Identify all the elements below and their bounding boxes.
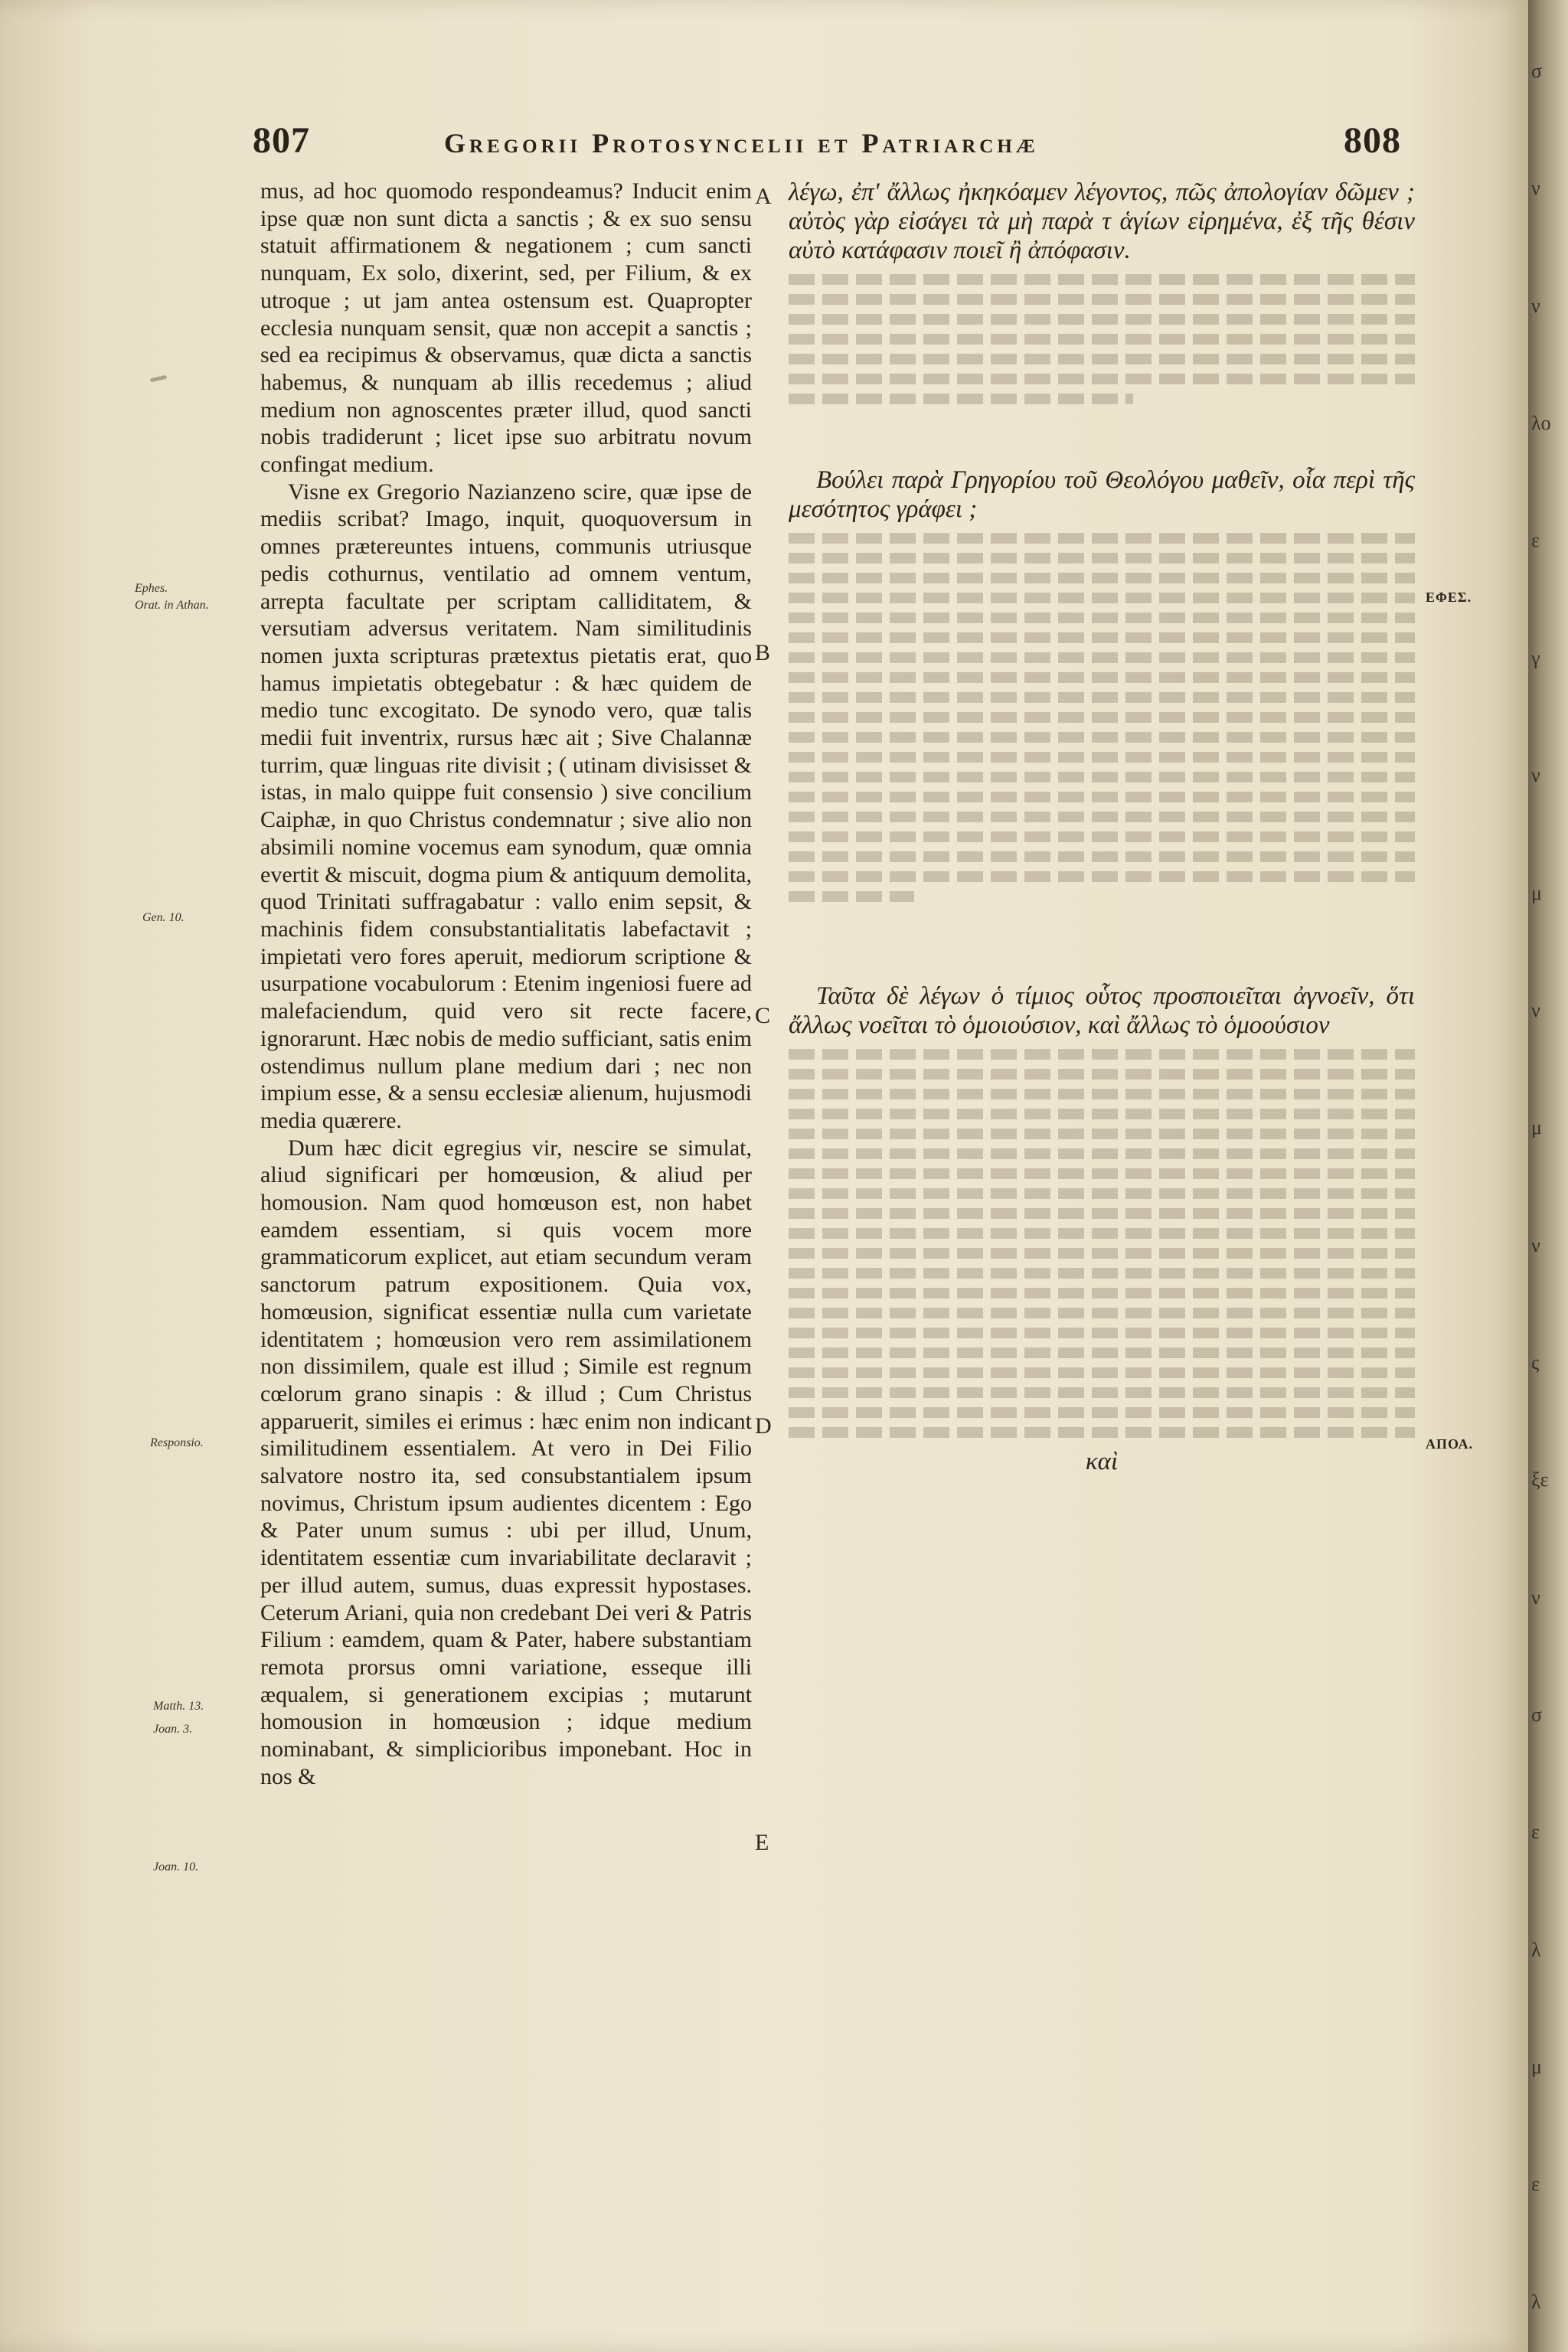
facing-page-fragment: μ xyxy=(1531,1118,1542,1138)
greek-text-line xyxy=(789,871,1415,882)
section-letter-a: A xyxy=(755,184,772,209)
greek-text-line xyxy=(789,812,1415,822)
greek-text-line xyxy=(789,1308,1415,1318)
facing-page-fragment: ν xyxy=(1531,1235,1540,1256)
greek-margin-note-ephes: ΕΦΕΣ. xyxy=(1426,590,1472,605)
greek-text-line xyxy=(789,394,1133,404)
running-title: Gregorii Protosyncelii et Patriarchæ xyxy=(444,128,1039,158)
section-letter-c: C xyxy=(755,1003,771,1028)
facing-page-fragment: ν xyxy=(1531,1000,1540,1021)
greek-text-line xyxy=(789,1109,1415,1119)
facing-page-fragment: λ xyxy=(1531,1939,1541,1960)
greek-text-line xyxy=(789,1049,1415,1060)
section-letter-d: D xyxy=(755,1413,772,1439)
greek-text-line xyxy=(789,1367,1415,1378)
facing-page-edge xyxy=(1531,61,1565,2312)
latin-column xyxy=(260,178,752,1790)
pencil-mark xyxy=(150,375,168,382)
greek-text-line xyxy=(789,533,1415,544)
greek-text-line xyxy=(789,294,1415,305)
greek-text-line xyxy=(789,1148,1415,1159)
greek-text-line xyxy=(789,612,1415,623)
greek-text-line xyxy=(789,1129,1415,1139)
greek-text-line xyxy=(789,1407,1415,1418)
latin-paragraph-3: Dum hæc dicit egregius vir, nescire se simulat, aliud significari per homœusion, & aliud per homousion. Nam quod homœuson est, non habet eamdem essentiam, si quis vocem more grammaticorum explicet, aut etiam secundum veram sanctorum patrum expositionem. Quia vox, homœusion, significat essentiæ nulla cum varietate identitatem ; homœusion vero rem assimilationem non dissimilem, quale est illud ; Simile est regnum cœlorum grano sinapis : & illud ; Cum Christus apparuerit, similes ei erimus : hæc enim non indicant similitudinem essentialem. At vero in Dei Filio salvatore nostro ita, sed consubstantialem ipsum novimus, Christum ipsum audientes dicentem : Ego & Pater unum sumus : ubi per illud, Unum, identitatem essentiæ cum invariabilitate declaravit ; per illud autem, sumus, duas expressit hypostases. Ceterum Ariani, quia non credebant Dei veri & Patris Filium : eamdem, quam & Pater, habere substantiam remota prorsus omni variatione, esseque illi æqualem, si generationem excipias ; mutarunt homousion in homœusion ; idque medium nominabant, & simplicioribus imponebant. Hoc in nos & xyxy=(260,1135,752,1789)
greek-text-line xyxy=(789,772,1415,782)
margin-note-ephes: Ephes. xyxy=(135,582,168,595)
margin-note-responsio: Responsio. xyxy=(150,1436,204,1449)
greek-text-line xyxy=(789,1288,1415,1298)
greek-text-line xyxy=(789,1069,1415,1080)
greek-text-line xyxy=(789,1348,1415,1358)
facing-page-fragment: σ xyxy=(1531,1705,1543,1726)
greek-text-line xyxy=(789,334,1415,345)
paragraph-gap xyxy=(789,911,1415,982)
paragraph-gap xyxy=(789,413,1415,466)
greek-paragraph-1: λέγω, ἐπ' ἄλλως ἠκηκόαμεν λέγοντος, πῶς ἀπολογίαν δῶμεν ; αὐτὸς γὰρ εἰσάγει τὰ μὴ παρὰ τ ἁγίων εἰρημένα, ἐξ τῆς θέσιν αὐτὸ κατάφασιν ποιεῖ ἢ ἀπόφασιν. xyxy=(789,178,1415,264)
facing-page-fragment: σ xyxy=(1531,61,1543,81)
facing-page-fragment: ν xyxy=(1531,766,1540,786)
greek-text-line xyxy=(789,314,1415,325)
greek-text-line xyxy=(789,752,1415,763)
facing-page-fragment: μ xyxy=(1531,2057,1542,2078)
greek-text-line xyxy=(789,672,1415,683)
running-header xyxy=(253,119,1401,181)
greek-text-line xyxy=(789,1248,1415,1259)
greek-text-line xyxy=(789,593,1415,603)
greek-text-line xyxy=(789,1208,1415,1219)
facing-page-fragment: ς xyxy=(1531,1352,1540,1373)
facing-page-fragment: λο xyxy=(1531,413,1551,434)
facing-page-fragment: μ xyxy=(1531,883,1542,903)
margin-note-gen: Gen. 10. xyxy=(142,911,185,924)
greek-text-line xyxy=(789,792,1415,802)
greek-text-line xyxy=(789,1188,1415,1199)
page-number-left: 807 xyxy=(253,120,310,161)
margin-note-orat: Orat. in Athan. xyxy=(135,599,209,612)
greek-text-line xyxy=(789,1268,1415,1279)
latin-paragraph-1: mus, ad hoc quomodo respondeamus? Inducit enim ipse quæ non sunt dicta a sanctis ; & ex suo sensu statuit affirmationem & negationem ; cum sancti nunquam, Ex solo, dixerint, sed, per Filium, & ex utroque ; ut jam antea ostensum est. Quapropter ecclesia nunquam sensit, quæ non accepit a sanctis ; sed ea recipimus & observamus, quæ dicta a sanctis habemus, & nunquam ab illis recedemus ; aliud medium non agnoscentes præter illud, quod sancti nobis tradiderunt ; licet ipse suo arbitratu novum confingat medium. xyxy=(260,178,752,478)
facing-page-fragment: γ xyxy=(1531,648,1540,668)
greek-text-line xyxy=(789,274,1415,285)
greek-text-line xyxy=(789,1427,1415,1438)
facing-page-fragment: ν xyxy=(1531,296,1540,316)
greek-catchword: καὶ xyxy=(1085,1448,1119,1475)
greek-text-line xyxy=(789,831,1415,842)
greek-text-line xyxy=(789,732,1415,743)
greek-text-line xyxy=(789,1387,1415,1398)
page-number-right: 808 xyxy=(1344,120,1401,161)
greek-text-line xyxy=(789,553,1415,564)
greek-paragraph-3: Ταῦτα δὲ λέγων ὁ τίμιος οὗτος προσποιεῖται ἀγνοεῖν, ὅτι ἄλλως νοεῖται τὸ ὁμοιούσιον, καὶ ἄλλως τὸ ὁμοούσιον xyxy=(789,982,1415,1039)
greek-text-line xyxy=(789,1328,1415,1338)
greek-text-line xyxy=(789,573,1415,583)
margin-note-joan10: Joan. 10. xyxy=(153,1860,199,1873)
greek-text-line xyxy=(789,851,1415,862)
greek-text-line xyxy=(789,374,1415,384)
greek-text-line xyxy=(789,1089,1415,1099)
margin-note-joan3: Joan. 3. xyxy=(153,1723,193,1736)
facing-page-fragment: ξε xyxy=(1531,1470,1549,1491)
greek-text-line xyxy=(789,632,1415,643)
margin-note-matth: Matth. 13. xyxy=(153,1700,204,1713)
section-letter-e: E xyxy=(755,1830,769,1855)
greek-text-line xyxy=(789,692,1415,703)
greek-column xyxy=(789,178,1415,1476)
facing-page-fragment: ε xyxy=(1531,1822,1540,1843)
facing-page-fragment: ε xyxy=(1531,531,1540,551)
section-letter-b: B xyxy=(755,640,771,665)
facing-page-fragment: λ xyxy=(1531,2292,1541,2312)
greek-text-line xyxy=(789,354,1415,364)
greek-text-line xyxy=(789,1228,1415,1239)
greek-text-line xyxy=(789,652,1415,663)
greek-text-line xyxy=(789,891,914,902)
greek-text-line xyxy=(789,712,1415,723)
latin-paragraph-2: Visne ex Gregorio Nazianzeno scire, quæ ipse de mediis scribat? Imago, inquit, quoquoversum in omnes prætereuntes intuens, communis utriusque pedis cothurnus, ventilatio ad omnem ventum, arrepta facultate per scriptam calliditatem, & versutiam adversus veritatem. Nam similitudinis nomen juxta scripturas prætextus pietatis erat, quo hamus impietatis obtegebatur : & hæc quidem de medio tunc excogitato. De synodo vero, quæ talis medii fuit inventrix, rursus hæc ait ; Sive Chalannæ turrim, quæ linguas rite divisit ; ( utinam divisisset & istas, in malo quippe fuit consensio ) sive concilium Caiphæ, in quo Christus condemnatur ; sive alio non absimili nomine vocemus eam synodum, quæ omnia evertit & miscuit, dogma pium & antiquum demolita, quod Trinitati suffragabatur : vallo enim sepsit, & machinis fidem consubstantialitatis labefactavit ; impietati vero fores aperuit, mediorum scriptione & usurpatione vocabulorum : Etenim ingeniosi fuere ad malefaciendum, quid vero sit recte facere, ignorarunt. Hæc nobis de medio sufficiant, satis enim ostendimus nullum plane medium dari ; nec non impium esse, & a sensu ecclesiæ alienum, hujusmodi media quærere. xyxy=(260,479,752,1133)
facing-page-fragment: ν xyxy=(1531,178,1540,199)
greek-paragraph-2: Βούλει παρὰ Γρηγορίου τοῦ Θεολόγου μαθεῖν, οἷα περὶ τῆς μεσότητος γράφει ; xyxy=(789,466,1415,523)
facing-page-fragment: ν xyxy=(1531,1587,1540,1608)
greek-text-line xyxy=(789,1168,1415,1179)
facing-page-fragment: ε xyxy=(1531,2174,1540,2195)
greek-margin-note-apoa: ΑΠΟΑ. xyxy=(1426,1436,1474,1452)
